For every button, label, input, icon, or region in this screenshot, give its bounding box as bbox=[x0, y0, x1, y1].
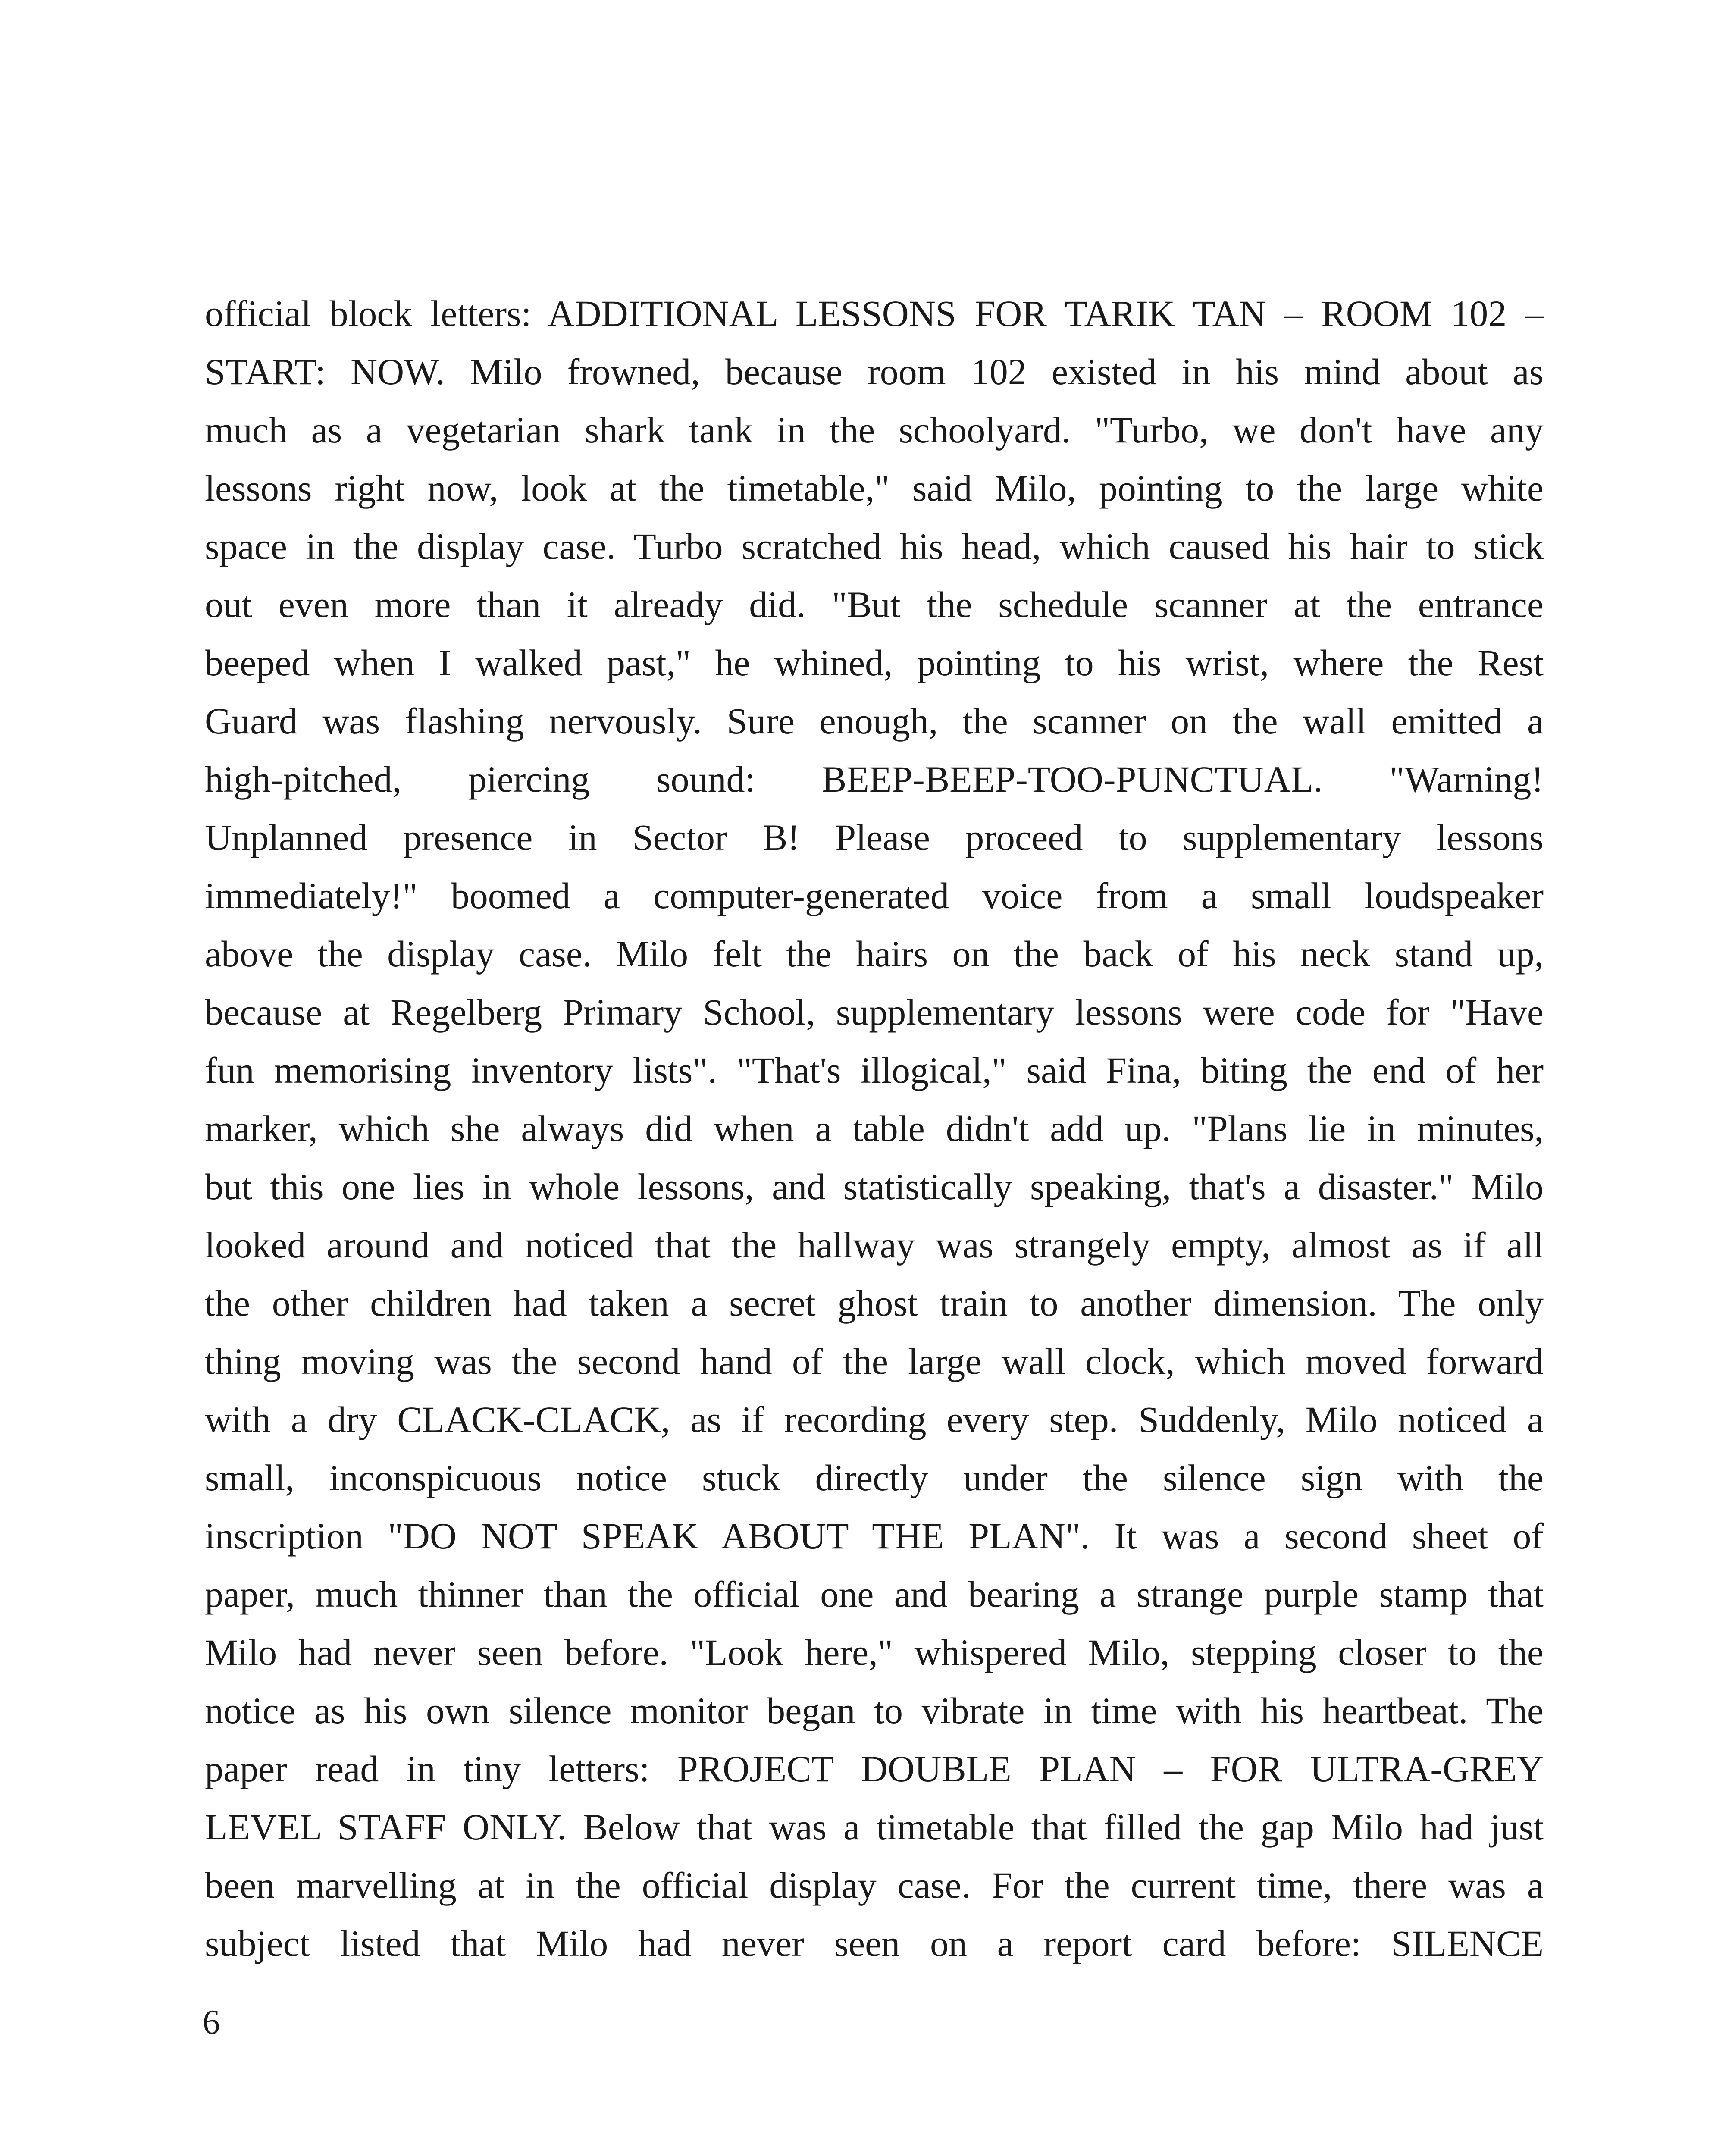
text-line: because at Regelberg Primary School, supplementary lessons were code for "Have bbox=[205, 991, 1544, 1033]
text-line: small, inconspicuous notice stuck directly under the silence sign with the bbox=[205, 1457, 1544, 1498]
text-line: space in the display case. Turbo scratched his head, which caused his hair to stick bbox=[205, 526, 1544, 567]
text-line: subject listed that Milo had never seen on a report card before: SILENCE bbox=[205, 1923, 1544, 1964]
text-line: lessons right now, look at the timetable," said Milo, pointing to the large white bbox=[205, 467, 1544, 509]
text-line: with a dry CLACK-CLACK, as if recording every step. Suddenly, Milo noticed a bbox=[205, 1399, 1544, 1440]
text-line: fun memorising inventory lists". "That's illogical," said Fina, biting the end of her bbox=[205, 1050, 1544, 1091]
text-line: beeped when I walked past," he whined, pointing to his wrist, where the Rest bbox=[205, 642, 1544, 683]
text-line: above the display case. Milo felt the hairs on the back of his neck stand up, bbox=[205, 933, 1544, 975]
text-line: marker, which she always did when a table didn't add up. "Plans lie in minutes, bbox=[205, 1108, 1544, 1149]
text-line: paper, much thinner than the official one and bearing a strange purple stamp that bbox=[205, 1573, 1544, 1615]
text-line: immediately!" boomed a computer-generated voice from a small loudspeaker bbox=[205, 875, 1544, 916]
text-line: START: NOW. Milo frowned, because room 102 existed in his mind about as bbox=[205, 351, 1544, 392]
text-line: thing moving was the second hand of the large wall clock, which moved forward bbox=[205, 1341, 1544, 1382]
text-line: official block letters: ADDITIONAL LESSONS FOR TARIK TAN – ROOM 102 – bbox=[205, 293, 1544, 334]
text-line: Guard was flashing nervously. Sure enough, the scanner on the wall emitted a bbox=[205, 700, 1544, 742]
text-line: out even more than it already did. "But the schedule scanner at the entrance bbox=[205, 584, 1544, 625]
text-line: paper read in tiny letters: PROJECT DOUBLE PLAN – FOR ULTRA-GREY bbox=[205, 1748, 1544, 1789]
text-line: inscription "DO NOT SPEAK ABOUT THE PLAN". It was a second sheet of bbox=[205, 1515, 1544, 1557]
text-line: looked around and noticed that the hallway was strangely empty, almost as if all bbox=[205, 1224, 1544, 1266]
text-line: notice as his own silence monitor began to vibrate in time with his heartbeat. The bbox=[205, 1690, 1544, 1731]
text-line: much as a vegetarian shark tank in the schoolyard. "Turbo, we don't have any bbox=[205, 409, 1544, 451]
page-number: 6 bbox=[203, 2003, 220, 2041]
text-line: but this one lies in whole lessons, and statistically speaking, that's a disaster." Milo bbox=[205, 1166, 1544, 1207]
text-line: Unplanned presence in Sector B! Please proceed to supplementary lessons bbox=[205, 817, 1544, 858]
text-line: been marvelling at in the official display case. For the current time, there was a bbox=[205, 1865, 1544, 1906]
text-line: Milo had never seen before. "Look here," whispered Milo, stepping closer to the bbox=[205, 1632, 1544, 1673]
text-line: LEVEL STAFF ONLY. Below that was a timetable that filled the gap Milo had just bbox=[205, 1806, 1544, 1848]
body-text bbox=[205, 285, 1544, 1973]
text-line: the other children had taken a secret ghost train to another dimension. The only bbox=[205, 1282, 1544, 1324]
text-line: high-pitched, piercing sound: BEEP-BEEP-TOO-PUNCTUAL. "Warning! bbox=[205, 758, 1544, 800]
